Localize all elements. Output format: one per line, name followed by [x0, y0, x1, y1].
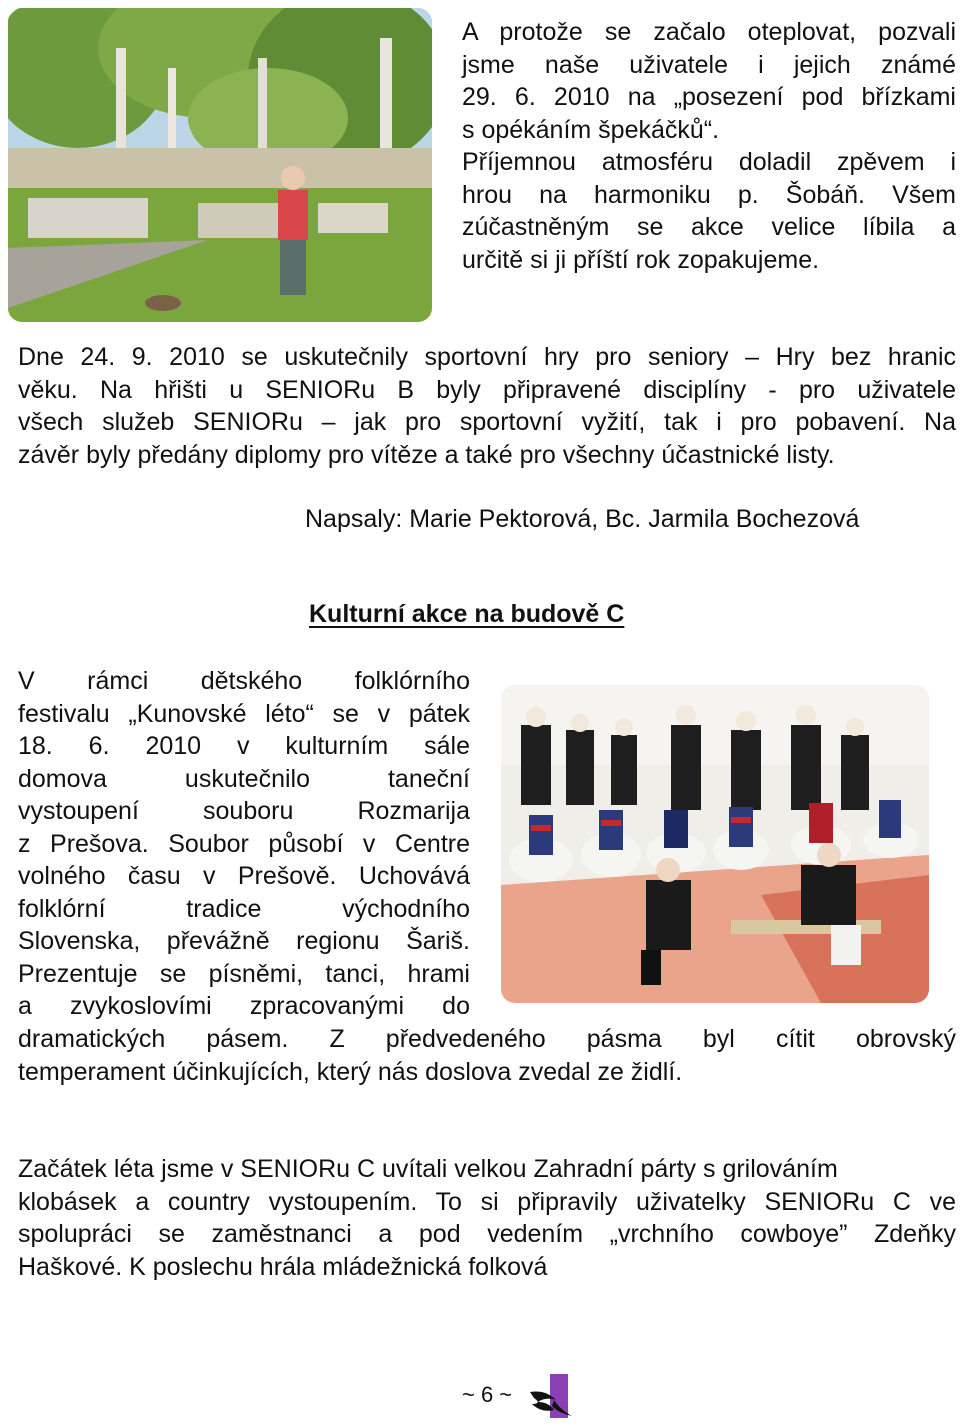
culture-line: volného času v Prešově. Uchovává	[18, 862, 470, 890]
intro-line: A protože se začalo oteplovat, pozvali	[462, 18, 956, 46]
intro-line: Příjemnou atmosféru doladil zpěvem i	[462, 148, 956, 176]
culture-line: V rámci dětského folklórního	[18, 667, 470, 695]
sport-paragraph	[18, 341, 956, 471]
culture-line: 18. 6. 2010 v kulturním sále	[18, 732, 470, 760]
section-heading: Kulturní akce na budově C	[309, 600, 625, 628]
culture-line: vystoupení souboru Rozmarija	[18, 797, 470, 825]
culture-line: dramatických pásem. Z předvedeného pásma byl cítit obrovský	[18, 1025, 956, 1053]
sport-line: Dne 24. 9. 2010 se uskutečnily sportovní hry pro seniory – Hry bez hranic	[18, 343, 956, 371]
garden-line: Začátek léta jsme v SENIORu C uvítali velkou Zahradní párty s grilováním	[18, 1155, 838, 1183]
swallow-logo-icon	[528, 1372, 576, 1422]
culture-paragraph-continued	[18, 1023, 956, 1088]
intro-line: jsme naše uživatele i jejich známé	[462, 50, 956, 79]
culture-line: z Prešova. Soubor působí v Centre	[18, 829, 470, 858]
intro-line: s opékáním špekáčků“.	[462, 115, 720, 144]
garden-party-photo	[8, 8, 432, 322]
intro-line: 29. 6. 2010 na „posezení pod břízkami	[462, 83, 956, 111]
culture-line: festivalu „Kunovské léto“ se v pátek	[18, 699, 470, 728]
garden-line: spolupráci se zaměstnanci a pod vedením „vrchního cowboye” Zdeňky	[18, 1220, 956, 1248]
culture-line: domova uskutečnilo taneční	[18, 764, 470, 793]
sport-line: závěr byly předány diplomy pro vítěze a také pro všechny účastnické listy.	[18, 440, 835, 469]
intro-line: určitě si ji příští rok zopakujeme.	[462, 245, 820, 274]
culture-line: Slovenska, převážně regionu Šariš.	[18, 927, 470, 955]
culture-line: folklórní tradice východního	[18, 894, 470, 923]
culture-line: a zvykoslovími zpracovanými do	[18, 992, 470, 1020]
intro-paragraph	[462, 16, 956, 276]
sport-line: věku. Na hřišti u SENIORu B byly připravené disciplíny - pro uživatele	[18, 375, 956, 404]
culture-line: temperament účinkujících, který nás doslova zvedal ze židlí.	[18, 1057, 683, 1086]
folk-dance-photo	[501, 685, 929, 1003]
sport-line: všech služeb SENIORu – jak pro sportovní vyžití, tak i pro pobavení. Na	[18, 408, 956, 436]
author-signature: Napsaly: Marie Pektorová, Bc. Jarmila Bochezová	[305, 505, 860, 533]
culture-line: Prezentuje se písněmi, tanci, hrami	[18, 959, 470, 988]
garden-line: Haškové. K poslechu hrála mládežnická folková	[18, 1252, 548, 1281]
intro-line: hrou na harmoniku p. Šobáň. Všem	[462, 180, 956, 209]
page-number: ~ 6 ~	[462, 1382, 513, 1407]
garden-paragraph	[18, 1153, 956, 1283]
garden-line: klobásek a country vystoupením. To si připravily uživatelky SENIORu C ve	[18, 1187, 956, 1216]
intro-line: zúčastněným se akce velice líbila a	[462, 213, 956, 241]
culture-paragraph	[18, 665, 470, 1023]
